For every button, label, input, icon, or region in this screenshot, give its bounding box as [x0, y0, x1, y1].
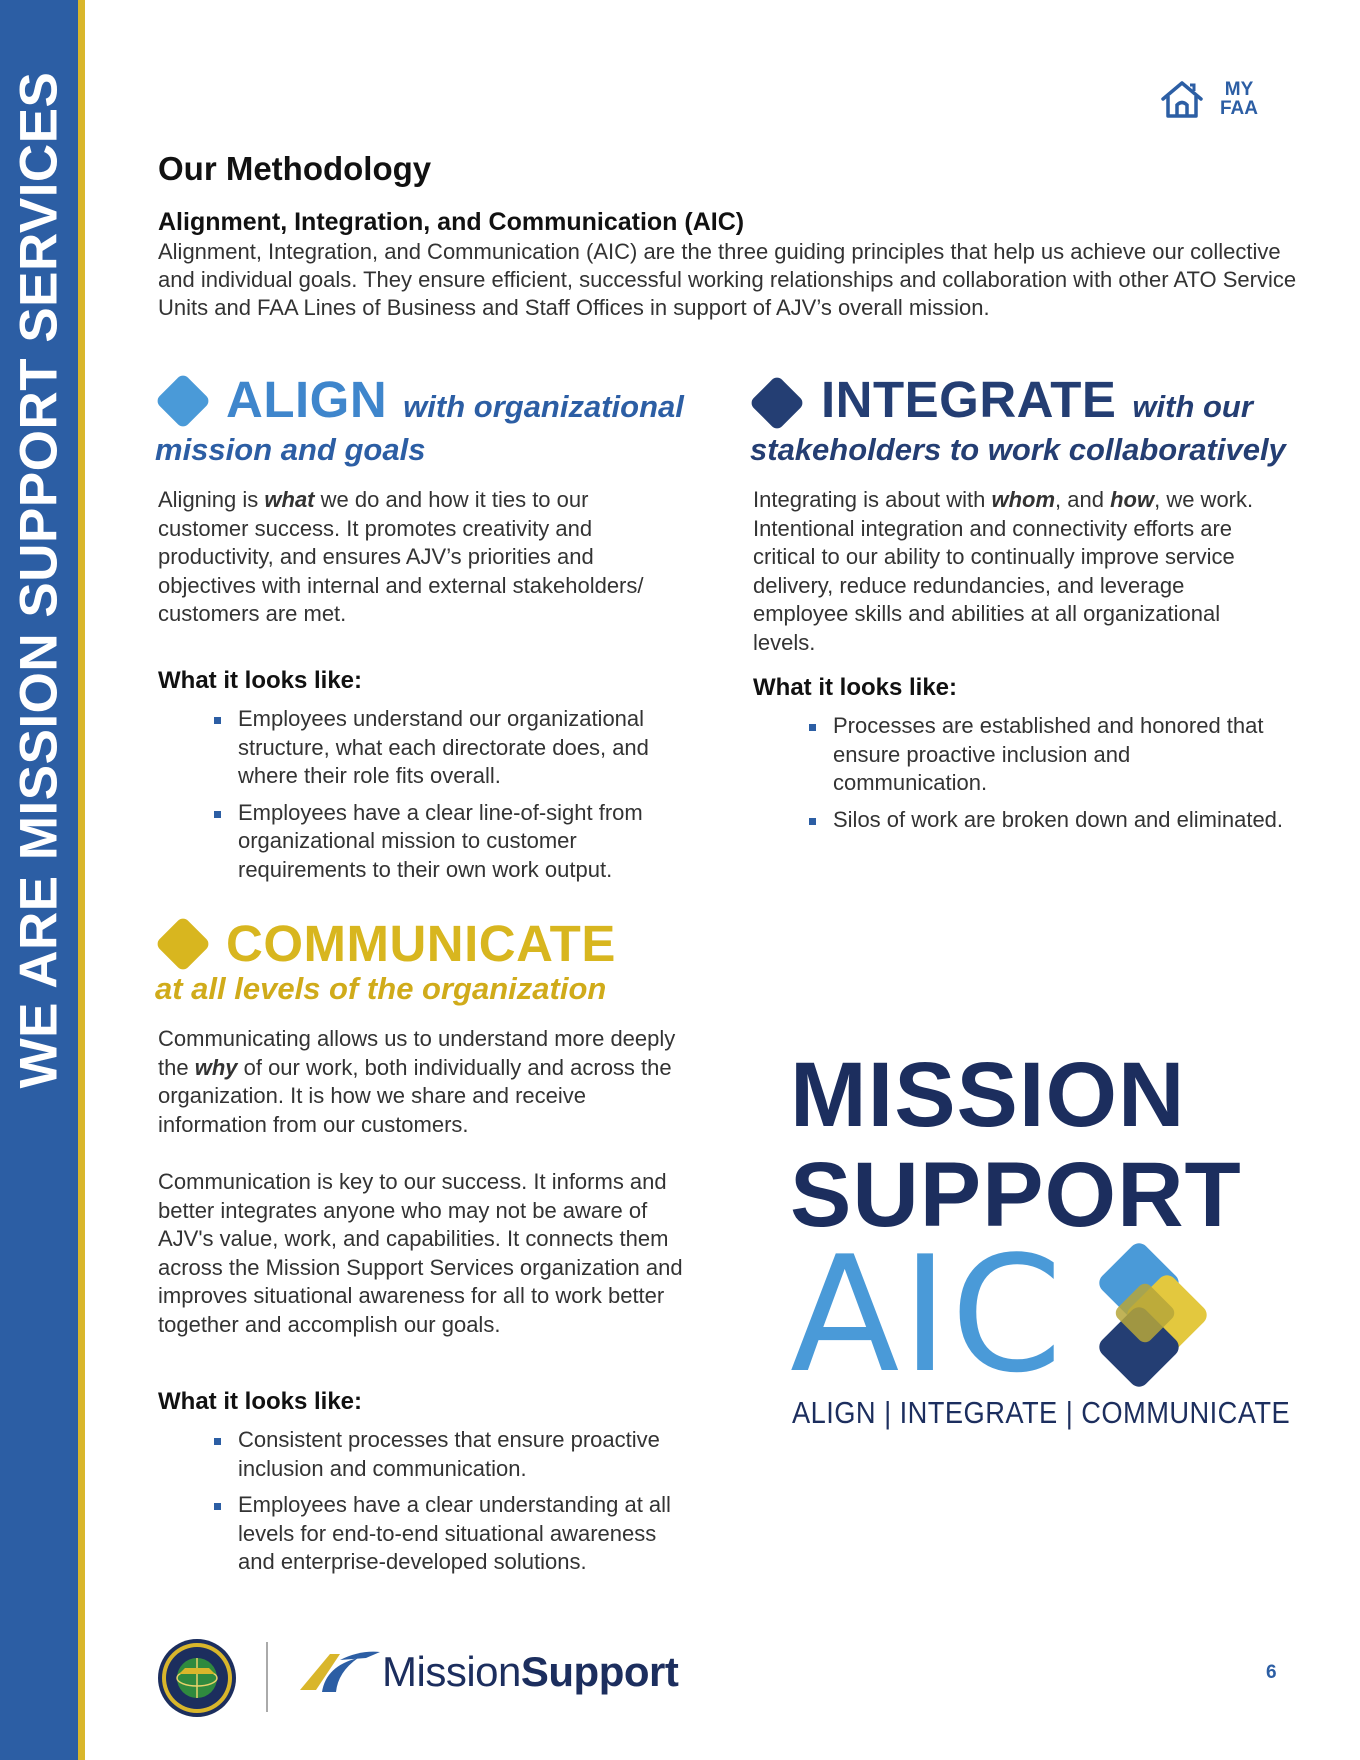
integrate-what-label: What it looks like: — [753, 674, 958, 701]
list-item: Consistent processes that ensure proactive inclusion and communication. — [214, 1426, 684, 1483]
align-paragraph-text-2: we do and how it ties to our customer success. It promotes creativity and productivity, and ensures AJV’s priorities and objectives with internal and external stakeholders/ customers are met. — [158, 487, 644, 626]
sidebar-title: WE ARE MISSION SUPPORT SERVICES — [9, 71, 69, 1089]
communicate-paragraph-text: Communicating allows us to understand more deeply the — [158, 1026, 676, 1080]
communicate-diamond-icon — [155, 916, 212, 973]
myfaa-link[interactable] — [1160, 76, 1280, 122]
list-item: Employees have a clear understanding at all levels for end-to-end situational awareness and enterprise-developed solutions. — [214, 1491, 684, 1577]
communicate-paragraph-emphasis: why — [194, 1054, 238, 1080]
faa-seal-icon — [157, 1638, 237, 1718]
align-heading-tail: with organizational — [403, 389, 684, 424]
integrate-heading-line2: stakeholders to work collaboratively — [750, 432, 1286, 467]
communicate-paragraph-text-2: of our work, both individually and across the organization. It is how we share and receive information from our customers. — [158, 1054, 672, 1137]
communicate-paragraph-1 — [158, 1025, 683, 1139]
intro-paragraph: Alignment, Integration, and Communication (AIC) are the three guiding principles that help us achieve our collective and individual goals. They ensure efficient, successful working relationships and collaboration with other ATO Service Units and FAA Lines of Business and Staff Offices in support of AJV’s overall mission. — [158, 239, 1297, 320]
aic-diamonds-icon — [1078, 1240, 1208, 1390]
myfaa-label[interactable] — [1220, 80, 1258, 118]
integrate-paragraph-emphasis-whom: whom — [991, 487, 1056, 512]
page-number: 6 — [1266, 1662, 1277, 1683]
align-word: ALIGN — [226, 371, 388, 428]
communicate-word: COMMUNICATE — [226, 915, 616, 972]
integrate-paragraph-text-2: , and — [1055, 487, 1111, 512]
footer-divider — [266, 1642, 268, 1712]
integrate-paragraph-emphasis-how: how — [1110, 487, 1155, 512]
home-icon[interactable] — [1160, 79, 1204, 119]
aic-tagline: ALIGN | INTEGRATE | COMMUNICATE — [792, 1395, 1291, 1430]
align-diamond-icon — [155, 373, 212, 430]
section-subtitle: Alignment, Integration, and Communication (AIC) — [158, 208, 745, 236]
list-item: Silos of work are broken down and eliminated. — [809, 806, 1289, 835]
list-item: Processes are established and honored that ensure proactive inclusion and communication. — [809, 712, 1289, 798]
integrate-bullet-list — [809, 712, 1289, 842]
communicate-heading — [226, 914, 616, 973]
mission-support-swoosh-icon — [296, 1646, 382, 1698]
myfaa-label-line2: FAA — [1220, 98, 1258, 119]
mission-support-aic-logo — [790, 1044, 1242, 1246]
align-heading — [226, 370, 684, 429]
communicate-what-label: What it looks like: — [158, 1388, 363, 1415]
footer-logo-bold: Support — [520, 1648, 679, 1695]
integrate-paragraph — [753, 486, 1283, 657]
communicate-heading-line2: at all levels of the organization — [155, 971, 607, 1006]
footer-logo-light: Mission — [382, 1648, 521, 1695]
footer-mission-support-logo — [296, 1646, 678, 1698]
aic-logo-line2: SUPPORT — [790, 1144, 1242, 1246]
aic-logo-row — [790, 1221, 1208, 1408]
communicate-bullet-list — [214, 1426, 684, 1585]
communicate-paragraph-2: Communication is key to our success. It informs and better integrates anyone who may not be aware of AJV's value, work, and capabilities. It connects them across the Mission Support Services organization and improves situational awareness for all to work better together and accomplish our goals. — [158, 1169, 683, 1337]
integrate-heading-tail: with our — [1132, 389, 1253, 424]
page-title: Our Methodology — [158, 150, 432, 187]
integrate-paragraph-text: Integrating is about with — [753, 487, 992, 512]
aic-logo-line1: MISSION — [790, 1044, 1186, 1146]
myfaa-label-line1: MY — [1224, 79, 1254, 100]
aic-letters: AIC — [790, 1221, 1065, 1408]
list-item: Employees understand our organizational structure, what each directorate does, and where their role fits overall. — [214, 705, 674, 791]
integrate-word: INTEGRATE — [821, 371, 1117, 428]
list-item: Employees have a clear line-of-sight from organizational mission to customer requirements to their own work output. — [214, 799, 674, 885]
align-paragraph — [158, 486, 668, 629]
sidebar-gold-stripe — [78, 0, 85, 1760]
integrate-heading — [821, 370, 1253, 429]
align-what-label: What it looks like: — [158, 667, 363, 694]
align-paragraph-text: Aligning is — [158, 487, 265, 512]
integrate-paragraph-text-3: , we work. Intentional integration and connectivity efforts are critical to our ability to continually improve service delivery, reduce redundancies, and leverage employee skills and abilities at all organizational levels. — [753, 487, 1254, 655]
align-heading-line2: mission and goals — [155, 432, 426, 467]
footer-logo-text — [382, 1648, 678, 1696]
align-bullet-list — [214, 705, 674, 892]
integrate-diamond-icon — [749, 375, 806, 432]
align-paragraph-emphasis: what — [264, 487, 315, 512]
